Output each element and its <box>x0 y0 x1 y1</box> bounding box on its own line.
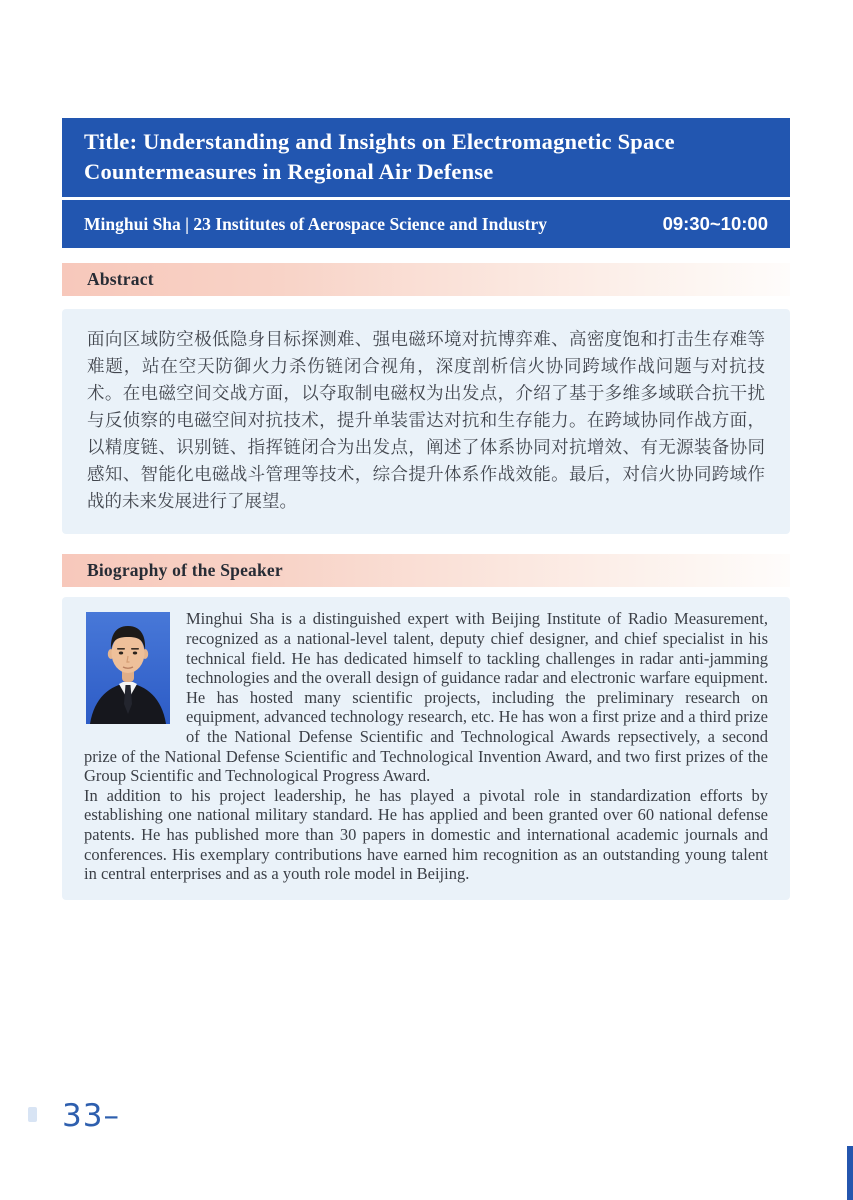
left-edge-mark <box>28 1107 37 1122</box>
speaker-affiliation: Minghui Sha | 23 Institutes of Aerospace Science and Industry <box>84 213 547 234</box>
biography-paragraph-2: In addition to his project leadership, he has played a pivotal role in standardization efforts by establishing one national military standard. He has applied and been granted over 60 national defense patents. He has published more than 30 papers in domestic and international academic journals and conferences. His exemplary contributions have earned him recognition as an outstanding young talent in central enterprises and as a youth role model in Beijing. <box>84 785 768 884</box>
abstract-heading-band <box>62 263 790 296</box>
biography-panel <box>62 597 790 899</box>
speaker-photo <box>86 612 170 724</box>
page-edge-strip <box>847 1146 853 1200</box>
biography-heading: Biography of the Speaker <box>87 560 283 581</box>
abstract-text: 面向区域防空极低隐身目标探测难、强电磁环境对抗博弈难、高密度饱和打击生存难等难题，站在空天防御火力杀伤链闭合视角，深度剖析信火协同跨域作战问题与对抗技术。在电磁空间交战方面，以夺取制电磁权为出发点，介绍了基于多维多域联合抗干扰与反侦察的电磁空间对抗技术，提升单装雷达对抗和生存能力。在跨域协同作战方面，以精度链、识别链、指挥链闭合为出发点，阐述了体系协同对抗增效、有无源装备协同感知、智能化电磁战斗管理等技术，综合提升体系作战效能。最后，对信火协同跨域作战的未来发展进行了展望。 <box>87 329 765 512</box>
biography-heading-band <box>62 554 790 587</box>
abstract-heading: Abstract <box>87 269 154 290</box>
session-time: 09:30~10:00 <box>662 213 768 235</box>
speaker-photo-illustration <box>86 612 170 724</box>
page-content <box>62 118 790 900</box>
session-title-bar <box>62 118 790 197</box>
biography-paragraph-1: Minghui Sha is a distinguished expert with Beijing Institute of Radio Measurement, recognized as a national-level talent, deputy chief designer, and chief specialist in his technical field. He has dedicated himself to tackling challenges in radar anti-jamming technologies and the overall design of guidance radar and electronic warfare equipment. He has hosted many scientific projects, including the preliminary research on equipment, advanced technology research, etc. He has won a first prize and a third prize of the National Defense Scientific and Technological Awards repsectively, a second prize of the National Defense Scientific and Technological Invention Award, and two first prizes of the Group Scientific and Technological Progress Award. <box>84 609 768 786</box>
speaker-bar <box>62 200 790 248</box>
session-header <box>62 118 790 248</box>
page-number: 33– <box>62 1098 120 1134</box>
session-title: Title: Understanding and Insights on Electromagnetic Space Countermeasures in Regional Air Defense <box>84 129 675 184</box>
abstract-panel <box>62 309 790 534</box>
